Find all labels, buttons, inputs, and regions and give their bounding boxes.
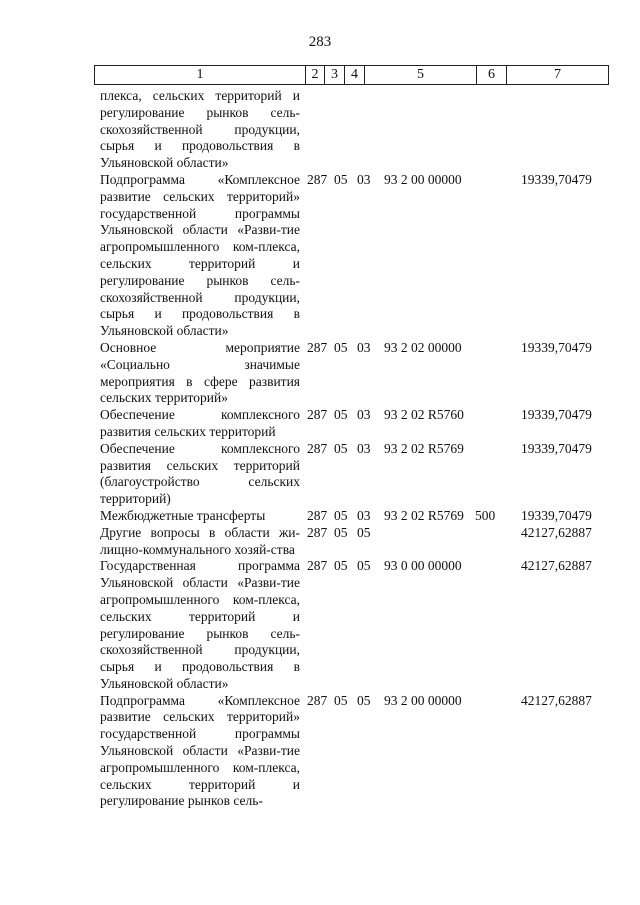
- table-row: [0, 172, 640, 340]
- row-rz: 05: [334, 171, 348, 187]
- row-csr: 93 2 02 R5769: [384, 507, 464, 523]
- row-pr: 03: [357, 440, 371, 456]
- row-name: Межбюджетные трансферты: [100, 507, 266, 523]
- row-ved: 287: [307, 339, 328, 355]
- row-pr: 03: [357, 507, 371, 523]
- table-row: [0, 525, 640, 559]
- row-rz: 05: [334, 339, 348, 355]
- table-header: [94, 65, 609, 85]
- row-name: Обеспечение комплексного развития сельских территорий (благоустройство сельских территорий): [100, 440, 300, 507]
- row-name: Подпрограмма «Комплексное развитие сельских территорий» государственной программы Ульяновской области «Разви-тие агропромышленного ком-плекса, сельских территорий и регулирование рынков сель-скохозяйственной продукции, сырья и продовольствия в Ульяновской области»: [100, 171, 300, 339]
- row-pr: 05: [357, 692, 371, 708]
- header-col-2: 2: [306, 66, 325, 84]
- row-pr: 03: [357, 407, 371, 423]
- row-sum: 19339,70479: [521, 507, 592, 523]
- row-ved: 287: [307, 524, 328, 540]
- row-sum: 19339,70479: [521, 171, 592, 187]
- page-number: 283: [308, 34, 332, 50]
- row-rz: 05: [334, 524, 348, 540]
- header-col-1: 1: [95, 66, 306, 84]
- row-sum: 42127,62887: [521, 558, 592, 574]
- table-row: [0, 340, 640, 407]
- row-name: Основное мероприятие «Социально значимые мероприятия в сфере развития сельских территорий»: [100, 339, 300, 406]
- row-csr: 93 2 02 00000: [384, 339, 462, 355]
- header-col-7: 7: [554, 67, 561, 82]
- row-csr: 93 2 02 R5769: [384, 440, 464, 456]
- row-csr: 93 2 00 00000: [384, 692, 462, 708]
- row-ved: 287: [307, 440, 328, 456]
- row-name: Подпрограмма «Комплексное развитие сельских территорий» государственной программы Ульяновской области «Разви-тие агропромышленного ком-плекса, сельских территорий и регулирование рынков сель-: [100, 692, 300, 809]
- table-row: [0, 407, 640, 441]
- row-sum: 42127,62887: [521, 692, 592, 708]
- row-name: Другие вопросы в области жи-лищно-коммунального хозяй-ства: [100, 524, 300, 557]
- row-ved: 287: [307, 507, 328, 523]
- header-col-3: 3: [325, 66, 345, 84]
- row-sum: 19339,70479: [521, 440, 592, 456]
- row-sum: 42127,62887: [521, 524, 592, 540]
- table-row: [0, 508, 640, 525]
- row-rz: 05: [334, 440, 348, 456]
- row-pr: 03: [357, 171, 371, 187]
- row-rz: 05: [334, 558, 348, 574]
- row-sum: 19339,70479: [521, 407, 592, 423]
- row-name: Обеспечение комплексного развития сельских территорий: [100, 407, 300, 439]
- table-row: [0, 88, 640, 172]
- table-row: [0, 558, 640, 692]
- row-rz: 05: [334, 407, 348, 423]
- row-pr: 05: [357, 558, 371, 574]
- table-body: [0, 88, 640, 810]
- row-ved: 287: [307, 407, 328, 423]
- header-col-6: 6: [477, 66, 507, 84]
- header-col-4: 4: [345, 66, 365, 84]
- row-rz: 05: [334, 692, 348, 708]
- header-col-5: 5: [365, 66, 477, 84]
- row-ved: 287: [307, 558, 328, 574]
- table-row: [0, 693, 640, 811]
- row-csr: 93 2 00 00000: [384, 171, 462, 187]
- row-rz: 05: [334, 507, 348, 523]
- table-row: [0, 441, 640, 508]
- row-sum: 19339,70479: [521, 339, 592, 355]
- row-pr: 05: [357, 524, 371, 540]
- row-vr: 500: [475, 507, 496, 523]
- row-name: плекса, сельских территорий и регулирование рынков сель-скохозяйственной продукции, сырья и продовольствия в Ульяновской области»: [100, 88, 300, 171]
- row-csr: 93 2 02 R5760: [384, 407, 464, 423]
- row-ved: 287: [307, 692, 328, 708]
- row-name: Государственная программа Ульяновской области «Разви-тие агропромышленного ком-плекса, сельских территорий и регулирование рынков сель-скохозяйственной продукции, сырья и продовольствия в Ульяновской области»: [100, 558, 300, 691]
- row-csr: 93 0 00 00000: [384, 558, 462, 574]
- row-ved: 287: [307, 171, 328, 187]
- row-pr: 03: [357, 339, 371, 355]
